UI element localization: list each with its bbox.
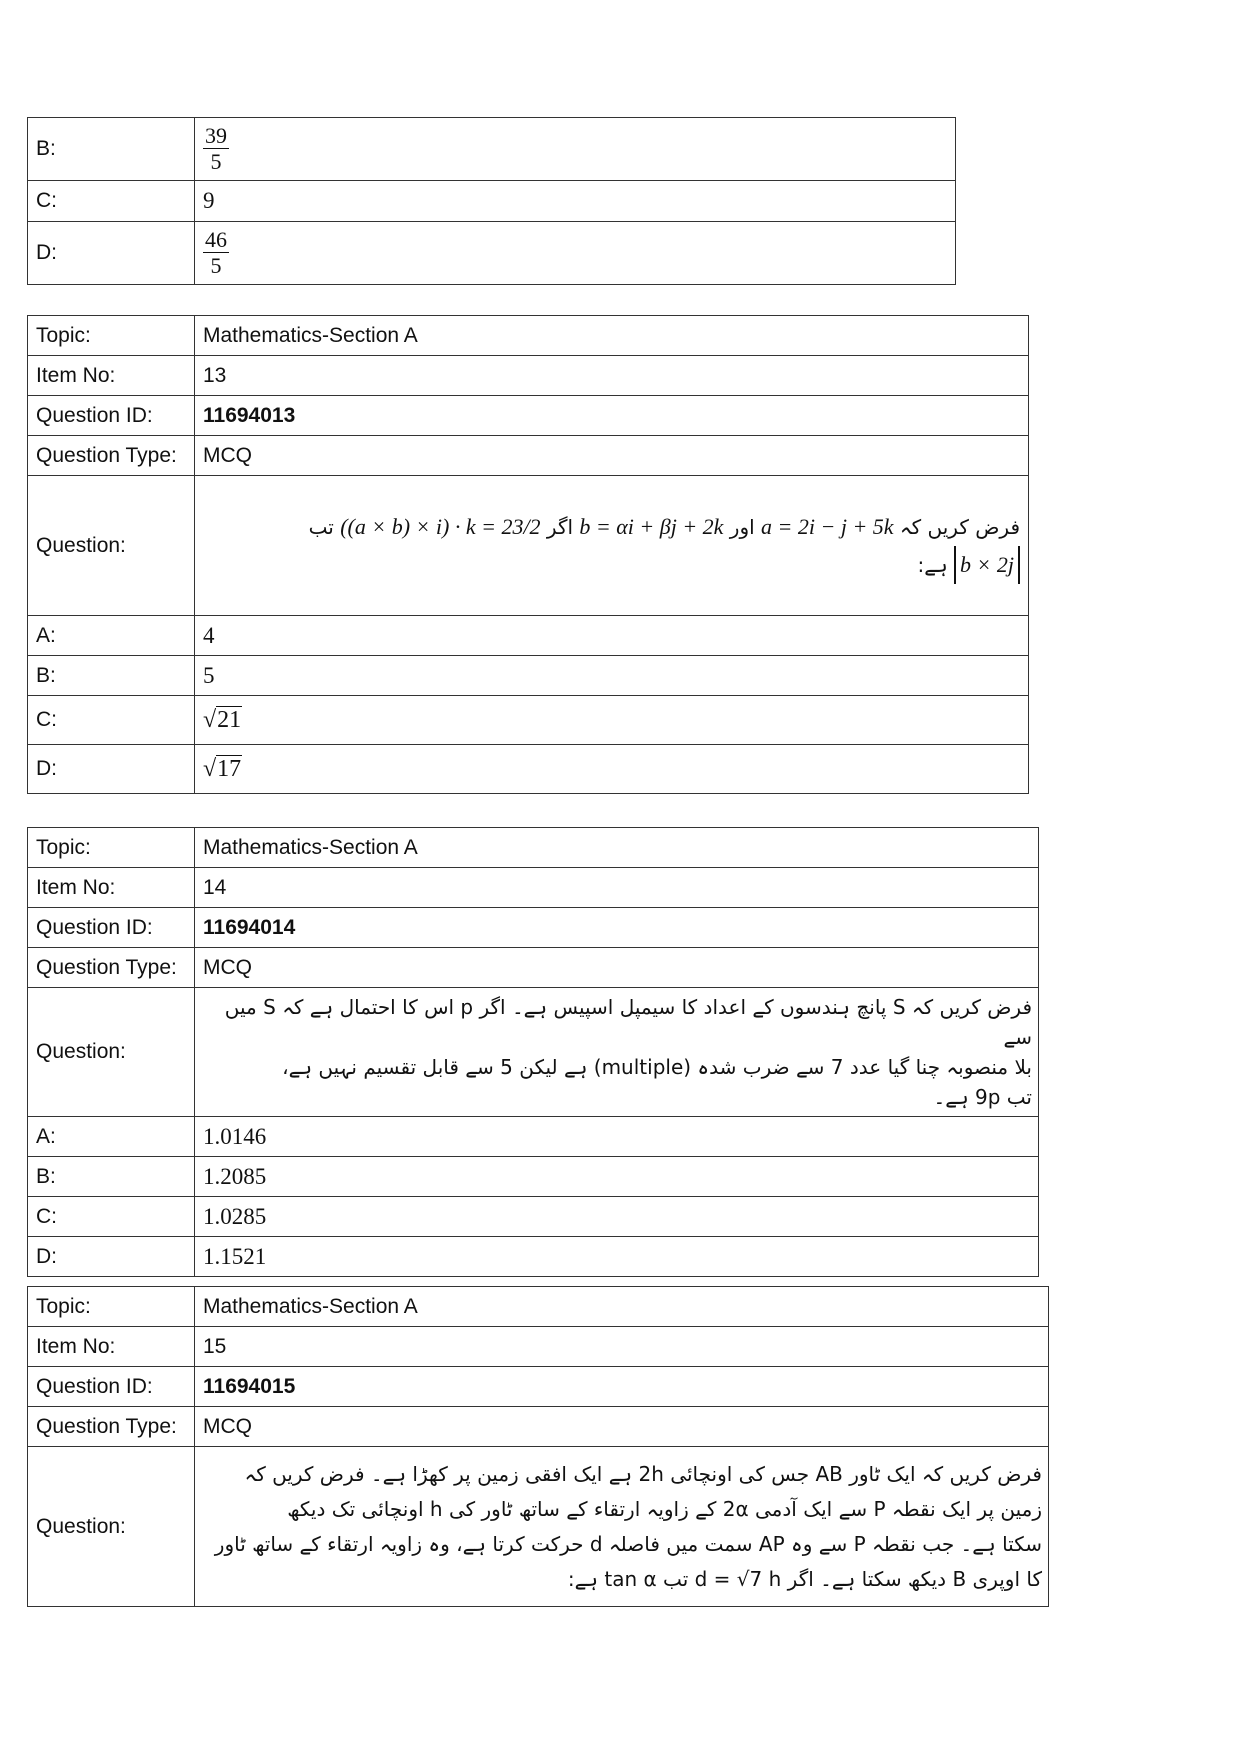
question-line: تب 9p ہے۔ — [933, 1085, 1032, 1109]
question-label: Question: — [28, 1447, 195, 1607]
option-value: 4 — [195, 616, 1029, 656]
option-value: 1.0146 — [195, 1117, 1039, 1157]
option-value — [195, 745, 1029, 794]
question-line: فرض کریں کہ S پانچ ہندسوں کے اعداد کا سیمپل اسپیس ہے۔ اگر p اس کا احتمال ہے کہ S میں سے — [224, 995, 1032, 1049]
question-type-value: MCQ — [195, 436, 1029, 476]
prev-question-table — [27, 117, 956, 285]
option-label: C: — [28, 181, 195, 222]
question-id-label: Question ID: — [28, 908, 195, 948]
option-value: 5 — [195, 656, 1029, 696]
question-13-table — [27, 315, 1029, 794]
question-type-value: MCQ — [195, 948, 1039, 988]
magnitude-expression: b × 2j — [954, 546, 1020, 584]
topic-label: Topic: — [28, 316, 195, 356]
question-line: بلا منصوبہ چنا گیا عدد 7 سے ضرب شدہ (multiple) ہے لیکن 5 سے قابل تقسیم نہیں ہے، — [282, 1055, 1032, 1079]
option-row — [28, 222, 956, 285]
option-label: A: — [28, 616, 195, 656]
question-line: زمین پر ایک نقطہ P سے ایک آدمی 2α کے زاویہ ارتقاء کے ساتھ ٹاور کی h اونچائی تک دیکھ — [287, 1496, 1042, 1521]
question-id-label: Question ID: — [28, 396, 195, 436]
fraction: $\frac{46}{5}$ — [205, 227, 227, 278]
vector-a-equation: a = 2i − j + 5k — [761, 513, 894, 539]
question-type-label: Question Type: — [28, 1407, 195, 1447]
sqrt-expression: √17 — [203, 755, 242, 782]
question-id-value: 11694015 — [195, 1367, 1049, 1407]
item-no-label: Item No: — [28, 868, 195, 908]
option-value: 9 — [195, 181, 956, 222]
option-row — [28, 181, 956, 222]
option-label: D: — [28, 745, 195, 794]
vector-b-equation: b = αi + βj + 2k — [579, 513, 724, 539]
question-line: کا اوپری B دیکھ سکتا ہے۔ اگر d = √7 h تب tan α ہے: — [567, 1566, 1042, 1591]
option-label: C: — [28, 1197, 195, 1237]
question-type-label: Question Type: — [28, 948, 195, 988]
fraction: $\frac{39}{5}$ — [205, 123, 227, 174]
question-type-label: Question Type: — [28, 436, 195, 476]
question-text — [195, 988, 1039, 1117]
option-label: B: — [28, 656, 195, 696]
question-type-value: MCQ — [195, 1407, 1049, 1447]
option-value: 1.1521 — [195, 1237, 1039, 1277]
option-label: D: — [28, 1237, 195, 1277]
option-value: 1.2085 — [195, 1157, 1039, 1197]
topic-label: Topic: — [28, 828, 195, 868]
option-label: C: — [28, 696, 195, 745]
option-value — [195, 222, 956, 285]
option-value — [195, 118, 956, 181]
question-line: b × 2j ہے: — [203, 546, 1020, 584]
question-line: سکتا ہے۔ جب نقطہ P سے وہ AP سمت میں فاصلہ d حرکت کرتا ہے، وہ زاویہ ارتقاء کے ساتھ ٹاور — [214, 1531, 1042, 1556]
question-14-table — [27, 827, 1039, 1277]
option-label: B: — [28, 118, 195, 181]
sqrt-expression: √21 — [203, 706, 242, 733]
question-label: Question: — [28, 476, 195, 616]
question-id-label: Question ID: — [28, 1367, 195, 1407]
question-text — [195, 1447, 1049, 1607]
question-line: فرض کریں کہ a = 2i − j + 5k اور b = αi + βj + 2k اگر ((a × b) × i) · k = 23/2 تب — [203, 508, 1020, 546]
question-label: Question: — [28, 988, 195, 1117]
question-id-value: 11694013 — [195, 396, 1029, 436]
item-no-value: 15 — [195, 1327, 1049, 1367]
option-row — [28, 118, 956, 181]
item-no-value: 13 — [195, 356, 1029, 396]
question-line: فرض کریں کہ ایک ٹاور AB جس کی اونچائی 2h ہے ایک افقی زمین پر کھڑا ہے۔ فرض کریں کہ — [244, 1461, 1042, 1486]
question-text — [195, 476, 1029, 616]
option-value: 1.0285 — [195, 1197, 1039, 1237]
topic-label: Topic: — [28, 1287, 195, 1327]
topic-value: Mathematics-Section A — [195, 316, 1029, 356]
option-label: D: — [28, 222, 195, 285]
condition-equation: ((a × b) × i) · k = 23/2 — [340, 513, 541, 539]
topic-value: Mathematics-Section A — [195, 828, 1039, 868]
option-label: B: — [28, 1157, 195, 1197]
question-id-value: 11694014 — [195, 908, 1039, 948]
option-label: A: — [28, 1117, 195, 1157]
question-15-table — [27, 1286, 1049, 1607]
item-no-value: 14 — [195, 868, 1039, 908]
topic-value: Mathematics-Section A — [195, 1287, 1049, 1327]
item-no-label: Item No: — [28, 1327, 195, 1367]
option-value — [195, 696, 1029, 745]
item-no-label: Item No: — [28, 356, 195, 396]
